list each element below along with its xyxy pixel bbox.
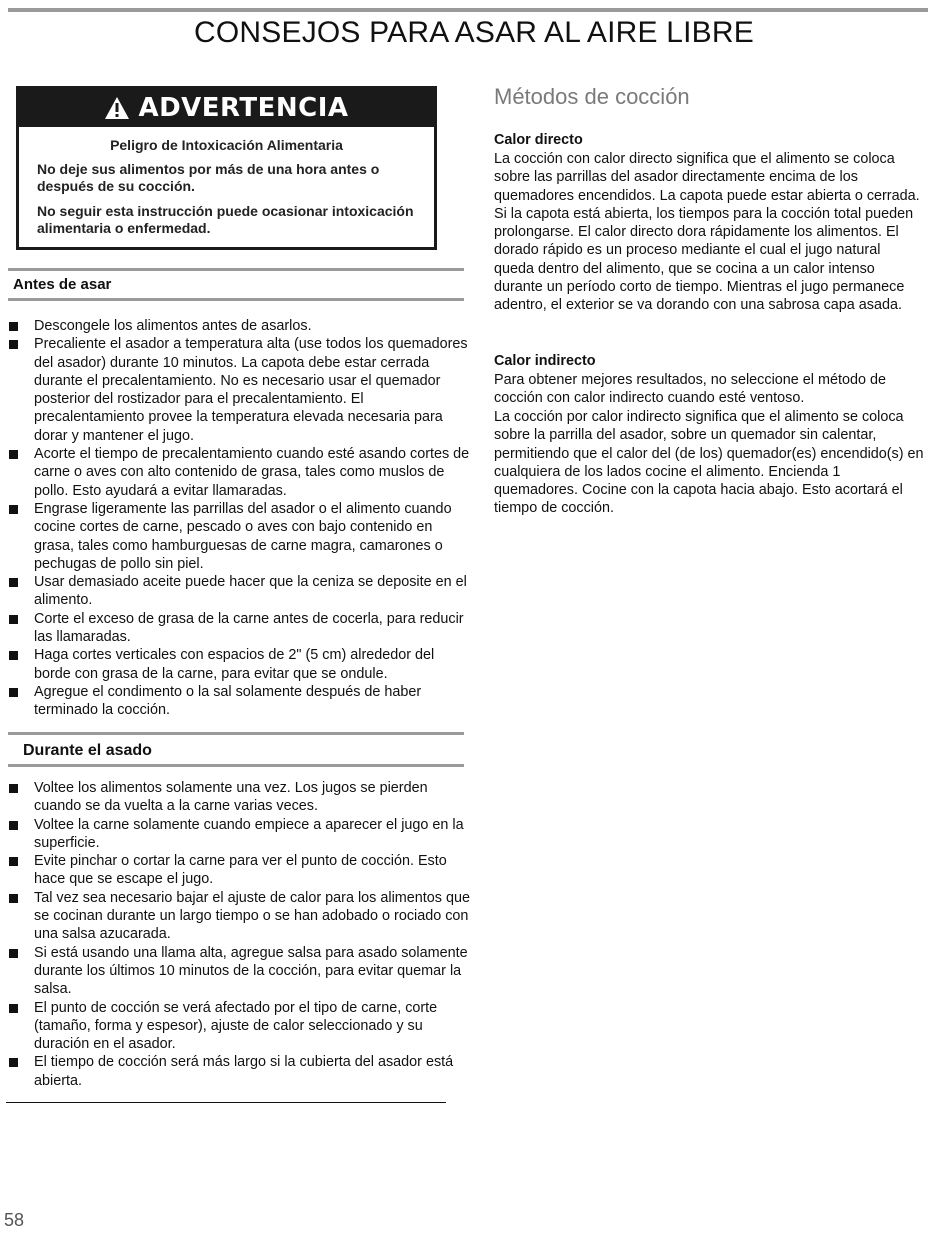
list-item: El punto de cocción se verá afectado por el tipo de carne, corte (tamaño, forma y espesor), ajuste de calor seleccionado y su duración en el asador. — [8, 999, 470, 1054]
bullet-square-icon — [9, 894, 18, 903]
before-list — [8, 317, 470, 720]
top-rule — [8, 8, 928, 12]
bullet-square-icon — [9, 949, 18, 958]
direct-heat-heading: Calor directo — [494, 132, 583, 148]
section-heading-during: Durante el asado — [23, 742, 152, 759]
warning-triangle-icon — [104, 96, 130, 120]
list-item: Haga cortes verticales con espacios de 2" (5 cm) alrededor del borde con grasa de la carne, para evitar que se ondule. — [8, 646, 470, 683]
warning-title: ADVERTENCIA — [138, 93, 349, 123]
bottom-rule — [6, 1102, 446, 1103]
section-rule — [8, 732, 464, 735]
bullet-square-icon — [9, 578, 18, 587]
bullet-square-icon — [9, 651, 18, 660]
indirect-heat-text-1: Para obtener mejores resultados, no seleccione el método de cocción con calor indirecto cuando esté ventoso. — [494, 372, 886, 407]
direct-heat-text: La cocción con calor directo significa que el alimento se coloca sobre las parrillas del asador directamente encima de los quemadores encendidos. La capota puede estar abierta o cerrada. Si la capota está abierta, los tiempos para la cocción total pueden prolongarse. El calor directo dora rápidamente los alimentos. El dorado rápido es un proceso mediante el cual el jugo natural queda dentro del alimento, que se cocina a un calor intenso durante un período corto de tiempo. Mientras el jugo permanece adentro, el exterior se va dorando con una sabrosa capa asada. — [494, 151, 920, 314]
list-item: Corte el exceso de grasa de la carne antes de cocerla, para reducir las llamaradas. — [8, 610, 470, 647]
bullet-square-icon — [9, 450, 18, 459]
methods-title: Métodos de cocción — [494, 84, 690, 109]
section-heading-before: Antes de asar — [13, 276, 112, 293]
list-item: Descongele los alimentos antes de asarlos. — [8, 317, 470, 335]
warning-line-1: No deje sus alimentos por más de una hora antes o después de su cocción. — [37, 161, 380, 194]
list-item: Evite pinchar o cortar la carne para ver el punto de cocción. Esto hace que se escape el jugo. — [8, 852, 470, 889]
warning-subtitle: Peligro de Intoxicación Alimentaria — [110, 137, 343, 153]
list-item: Acorte el tiempo de precalentamiento cuando esté asando cortes de carne o aves con alto contenido de grasa, tales como muslos de pollo. Esto ayudará a evitar llamaradas. — [8, 445, 470, 500]
bullet-square-icon — [9, 322, 18, 331]
list-item: El tiempo de cocción será más largo si la cubierta del asador está abierta. — [8, 1053, 470, 1090]
list-item: Usar demasiado aceite puede hacer que la ceniza se deposite en el alimento. — [8, 573, 470, 610]
warning-line-2: No seguir esta instrucción puede ocasionar intoxicación alimentaria o enfermedad. — [37, 203, 414, 236]
bullet-square-icon — [9, 821, 18, 830]
bullet-square-icon — [9, 688, 18, 697]
section-rule — [8, 298, 464, 301]
warning-header — [19, 89, 434, 127]
list-item: Si está usando una llama alta, agregue salsa para asado solamente durante los últimos 10 minutos de la cocción, para evitar quemar la salsa. — [8, 944, 470, 999]
list-item: Tal vez sea necesario bajar el ajuste de calor para los alimentos que se cocinan durante un largo tiempo o se han adobado o rociado con una salsa azucarada. — [8, 889, 470, 944]
bullet-square-icon — [9, 1004, 18, 1013]
list-item: Voltee los alimentos solamente una vez. Los jugos se pierden cuando se da vuelta a la carne varias veces. — [8, 779, 470, 816]
list-item: Engrase ligeramente las parrillas del asador o el alimento cuando cocine cortes de carne, pescado o aves con bajo contenido en grasa, tales como hamburguesas de carne magra, camarones o pechugas de pollo sin piel. — [8, 500, 470, 573]
bullet-square-icon — [9, 505, 18, 514]
bullet-square-icon — [9, 857, 18, 866]
warning-box — [16, 86, 437, 250]
indirect-heat-text-2: La cocción por calor indirecto significa que el alimento se coloca sobre la parrilla del asador, sobre un quemador sin calentar, permitiendo que el calor del (de los) quemador(es) encendido(s) en cualquiera de los lados cocine el alimento. Encienda 1 quemadores. Cocine con la capota hacia abajo. Esto acortará el tiempo de cocción. — [494, 409, 924, 517]
page-title: CONSEJOS PARA ASAR AL AIRE LIBRE — [194, 16, 754, 49]
during-list — [8, 779, 470, 1090]
bullet-square-icon — [9, 615, 18, 624]
page-number: 58 — [4, 1210, 25, 1230]
indirect-heat-heading: Calor indirecto — [494, 353, 596, 369]
bullet-square-icon — [9, 1058, 18, 1067]
bullet-square-icon — [9, 340, 18, 349]
list-item: Voltee la carne solamente cuando empiece a aparecer el jugo en la superficie. — [8, 816, 470, 853]
bullet-square-icon — [9, 784, 18, 793]
list-item: Agregue el condimento o la sal solamente después de haber terminado la cocción. — [8, 683, 470, 720]
section-rule — [8, 268, 464, 271]
list-item: Precaliente el asador a temperatura alta (use todos los quemadores del asador) durante 10 minutos. La capota debe estar cerrada durante el precalentamiento. No es necesario usar el quemador posterior del rostizador para el precalentamiento. El precalentamiento provee la temperatura elevada necesaria para dorar y mantener el jugo. — [8, 335, 470, 445]
section-rule — [8, 764, 464, 767]
